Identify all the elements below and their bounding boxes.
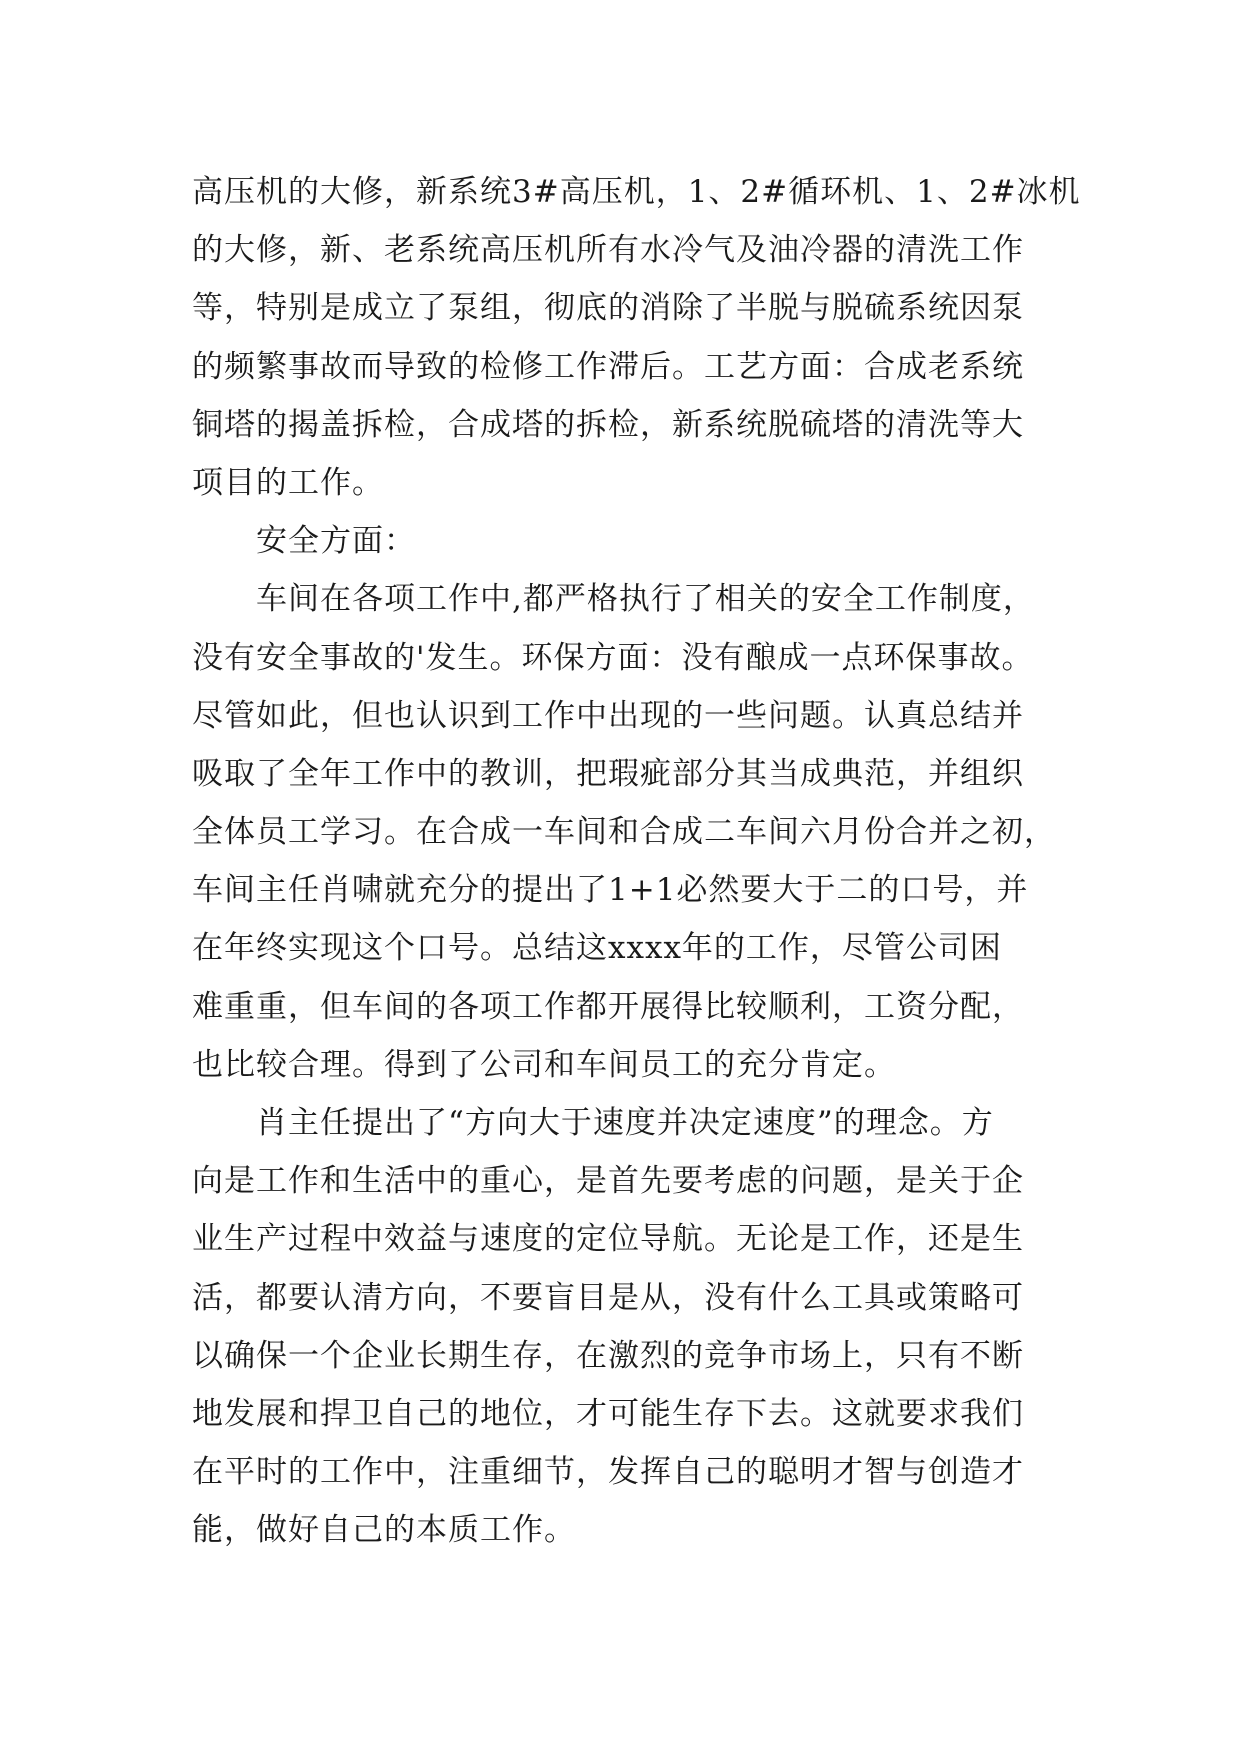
text-line: 活，都要认清方向，不要盲目是从，没有什么工具或策略可: [192, 1279, 1024, 1316]
text-line: 业生产过程中效益与速度的定位导航。无论是工作，还是生: [192, 1221, 1024, 1258]
text-line: 全体员工学习。在合成一车间和合成二车间六月份合并之初，: [192, 814, 1056, 851]
text-line: 车间主任肖啸就充分的提出了1+1必然要大于二的口号，并: [192, 872, 1029, 909]
text-line: 尽管如此，但也认识到工作中出现的一些问题。认真总结并: [192, 697, 1024, 734]
text-line: 向是工作和生活中的重心，是首先要考虑的问题，是关于企: [192, 1163, 1024, 1200]
text-line: 吸取了全年工作中的教训，把瑕疵部分其当成典范，并组织: [192, 755, 1024, 792]
text-line: 等，特别是成立了泵组，彻底的消除了半脱与脱硫系统因泵: [192, 290, 1024, 327]
text-line: 没有安全事故的'发生。环保方面：没有酿成一点环保事故。: [192, 639, 1034, 676]
text-line: 的频繁事故而导致的检修工作滞后。工艺方面：合成老系统: [192, 348, 1024, 385]
text-line: 也比较合理。得到了公司和车间员工的充分肯定。: [192, 1046, 896, 1083]
text-line: 高压机的大修，新系统3#高压机，1、2#循环机、1、2#冰机: [192, 174, 1081, 210]
text-line: 难重重，但车间的各项工作都开展得比较顺利，工资分配，: [192, 988, 1024, 1025]
text-line: 以确保一个企业长期生存，在激烈的竞争市场上，只有不断: [192, 1337, 1024, 1374]
document-body: [192, 163, 1081, 1560]
text-line: 在年终实现这个口号。总结这xxxx年的工作，尽管公司困: [192, 930, 1002, 967]
text-line: 地发展和捍卫自己的地位，才可能生存下去。这就要求我们: [192, 1395, 1024, 1432]
text-line: 的大修，新、老系统高压机所有水冷气及油冷器的清洗工作: [192, 232, 1024, 269]
paragraph-start: 车间在各项工作中,都严格执行了相关的安全工作制度，: [256, 581, 1035, 618]
text-line: 项目的工作。: [192, 464, 384, 501]
text-line: 能，做好自己的本质工作。: [192, 1512, 576, 1549]
section-heading-safety: 安全方面：: [256, 523, 416, 560]
paragraph-start: 肖主任提出了“方向大于速度并决定速度”的理念。方: [256, 1105, 994, 1141]
text-line: 在平时的工作中，注重细节，发挥自己的聪明才智与创造才: [192, 1454, 1024, 1491]
text-line: 铜塔的揭盖拆检，合成塔的拆检，新系统脱硫塔的清洗等大: [192, 406, 1024, 443]
